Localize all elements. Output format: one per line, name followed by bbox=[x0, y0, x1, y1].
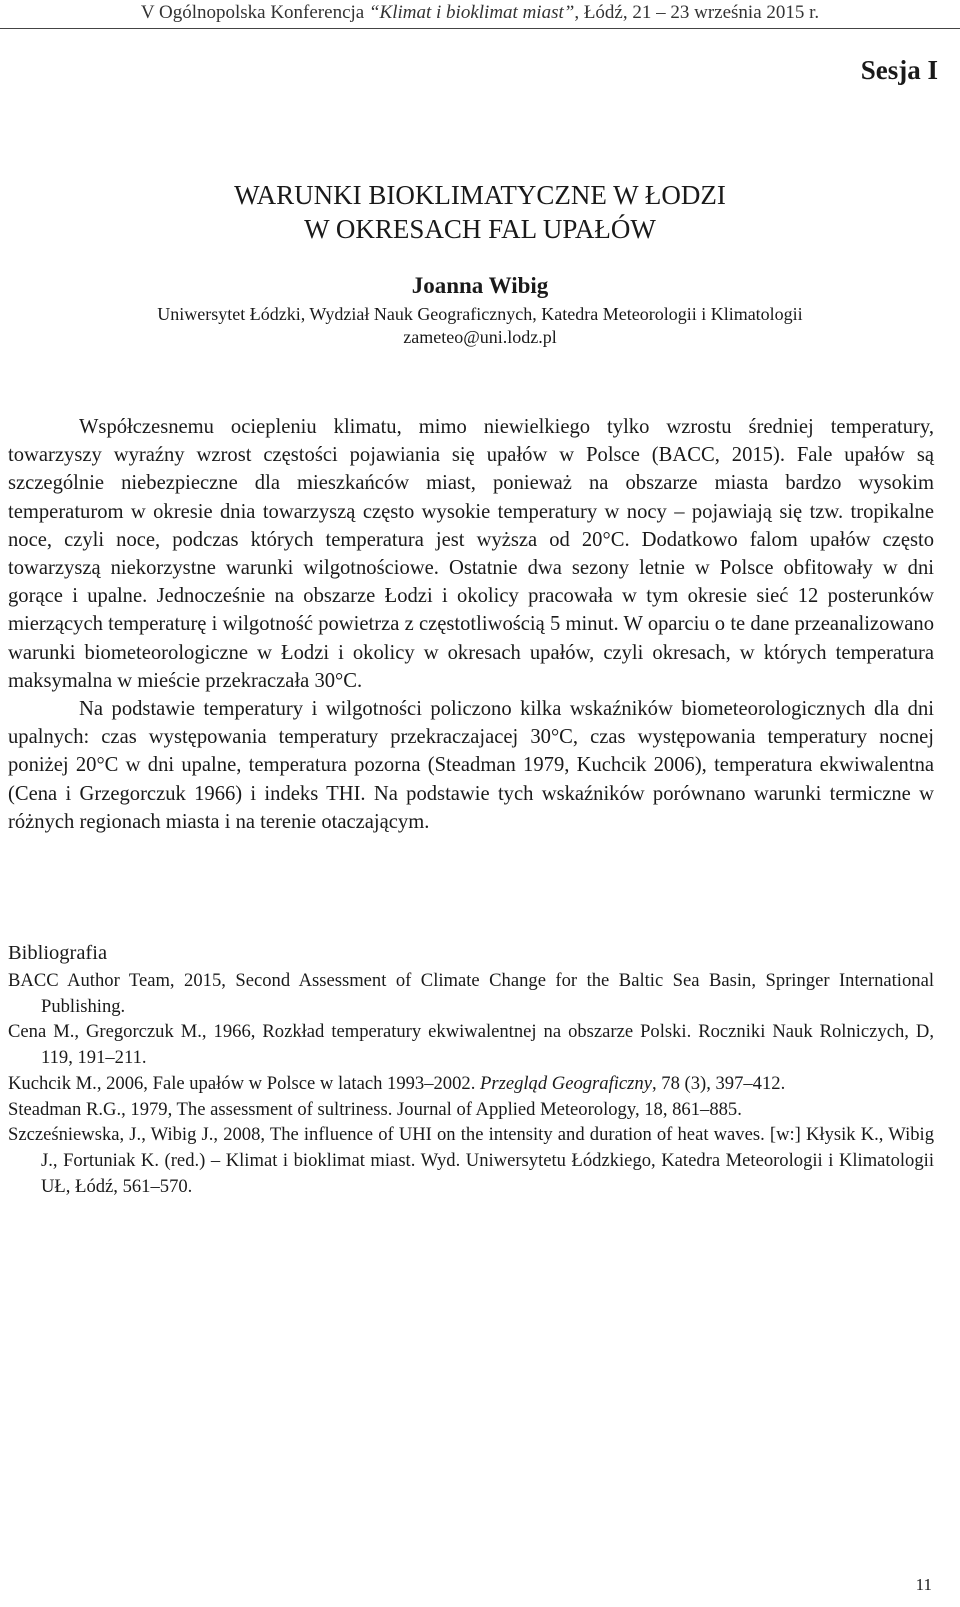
bibliography-entry: BACC Author Team, 2015, Second Assessment of Climate Change for the Baltic Sea Basin, Springer International Publishing. bbox=[8, 970, 934, 1017]
bibliography-entry: Kuchcik M., 2006, Fale upałów w Polsce w latach 1993–2002. Przegląd Geograficzny, 78 (3), 397–412. bbox=[8, 1072, 786, 1094]
bibliography-list bbox=[8, 968, 934, 1199]
title-line: WARUNKI BIOKLIMATYCZNE W ŁODZI bbox=[234, 180, 726, 210]
paper-title bbox=[0, 178, 960, 246]
bibliography-entry: Szcześniewska, J., Wibig J., 2008, The influence of UHI on the intensity and duration of heat waves. [w:] Kłysik K., Wibig J., Fortuniak K. (red.) – Klimat i bioklimat miast. Wyd. Uniwersytetu Łódzkiego, Katedra Meteorologii i Klimatologii UŁ, Łódź, 561–570. bbox=[8, 1124, 934, 1197]
abstract bbox=[8, 413, 934, 836]
abstract-paragraph: Na podstawie temperatury i wilgotności policzono kilka wskaźników biometeorologicznych dla dni upalnych: czas występowania temperatury przekraczajacej 30°C, czas występowania temperatury nocnej poniżej 20°C w dni upalne, temperatura pozorna (Steadman 1979, Kuchcik 2006), temperatura ekwiwalentna (Cena i Grzegorczuk 1966) i indeks THI. Na podstawie tych wskaźników porównano warunki termiczne w różnych regionach miasta i na terenie otaczającym. bbox=[8, 698, 934, 833]
conference-title: “Klimat i bioklimat miast” bbox=[368, 2, 575, 23]
author-affiliation: Uniwersytet Łódzki, Wydział Nauk Geograficznych, Katedra Meteorologii i Klimatologii bbox=[157, 304, 803, 324]
page-number: 11 bbox=[915, 1575, 932, 1594]
author-name: Joanna Wibig bbox=[411, 273, 549, 298]
header-rule bbox=[0, 28, 960, 29]
author-block bbox=[0, 303, 960, 349]
title-line: W OKRESACH FAL UPAŁÓW bbox=[304, 214, 656, 244]
running-header bbox=[0, 2, 960, 24]
header-suffix: , Łódź, 21 – 23 września 2015 r. bbox=[574, 2, 820, 23]
bibliography-heading: Bibliografia bbox=[8, 942, 108, 964]
header-prefix: V Ogólnopolska Konferencja bbox=[140, 2, 369, 23]
bibliography-entry: Steadman R.G., 1979, The assessment of sultriness. Journal of Applied Meteorology, 18, 861–885. bbox=[8, 1098, 742, 1120]
session-label: Sesja I bbox=[860, 55, 938, 85]
journal-name: Przegląd Geograficzny bbox=[480, 1072, 652, 1094]
bibliography-entry: Cena M., Gregorczuk M., 1966, Rozkład temperatury ekwiwalentnej na obszarze Polski. Roczniki Nauk Rolniczych, D, 119, 191–211. bbox=[8, 1021, 934, 1069]
abstract-paragraph: Współczesnemu ociepleniu klimatu, mimo niewielkiego tylko wzrostu średniej temperatury, towarzyszy wyraźny wzrost częstości pojawiania się upałów w Polsce (BACC, 2015). Fale upałów są szczególnie niebezpieczne dla mieszkańców miast, ponieważ na obszarze miasta bardzo wysokim temperaturom w okresie dnia towarzyszą często wysokie temperatury w nocy – pojawiają się tzw. tropikalne noce, czyli noce, podczas których temperatura jest wyższa od 20°C. Dodatkowo falom upałów często towarzyszą niekorzystne warunki wilgotnościowe. Ostatnie dwa sezony letnie w Polsce obfitowały w dni gorące i upalne. Jednocześnie na obszarze Łodzi i okolicy pracowała w tym okresie sieć 12 posterunków mierzących temperaturę i wilgotność powietrza z częstotliwością 5 minut. W oparciu o te dane przeanalizowano warunki biometeorologiczne w Łodzi i okolicy w okresach upałów, czyli okresach, w których temperatura maksymalna w mieście przekraczała 30°C. bbox=[8, 416, 934, 692]
author-email: zameteo@uni.lodz.pl bbox=[403, 327, 557, 347]
